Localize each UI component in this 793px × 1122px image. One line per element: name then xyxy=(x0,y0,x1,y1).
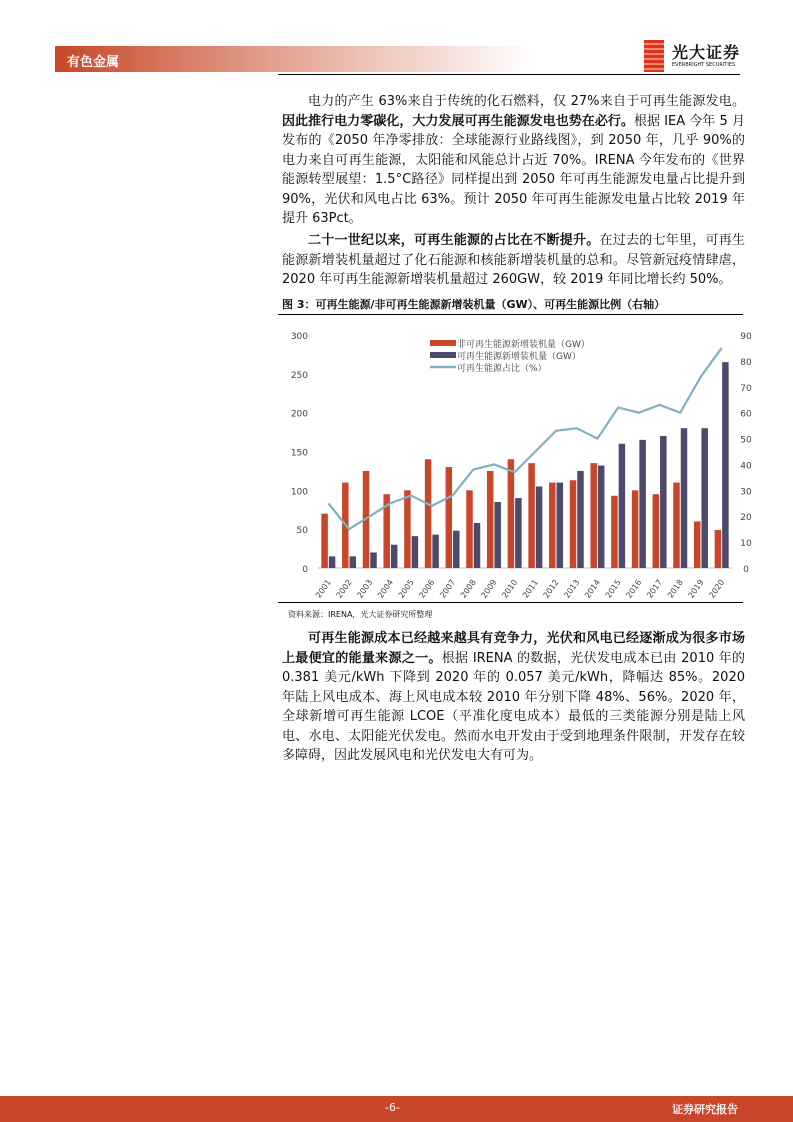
renewable-bar xyxy=(577,471,584,568)
renewable-bar xyxy=(494,502,501,568)
renewable-bar xyxy=(619,444,626,568)
nonrenewable-bar xyxy=(715,530,722,568)
figure-bottom-rule xyxy=(278,602,743,603)
y-tick-label: 300 xyxy=(290,332,308,342)
y2-tick-label: 80 xyxy=(740,357,752,368)
x-tick-label: 2001 xyxy=(313,577,333,600)
nonrenewable-bar xyxy=(508,459,515,568)
renewable-bar xyxy=(474,523,481,568)
nonrenewable-bar xyxy=(487,471,494,568)
y2-tick-label: 90 xyxy=(740,332,752,342)
renewable-bar xyxy=(329,556,336,568)
nonrenewable-bar xyxy=(528,463,535,568)
renewable-bar xyxy=(639,440,646,568)
nonrenewable-bar xyxy=(549,483,556,568)
installed-capacity-chart xyxy=(280,320,760,605)
renewable-bar xyxy=(660,436,667,568)
paragraph-3: 可再生能源成本已经越来越具有竞争力，光伏和风电已经逐渐成为很多市场上最便宜的能量来源之一。根据 IRENA 的数据，光伏发电成本已由 2010 年的 0.381 美元/kWh 下降到 2020 年的 0.057 美元/kWh，降幅达 85%。2020 年陆上风电成本、海上风电成本较 2010 年分别下降 48%、56%。2020 年，全球新增可再生能源 LCOE（平准化度电成本）最低的三类能源分别是陆上风电、水电、太阳能光伏发电。然而水电开发由于受到地理条件限制，开发存在较多障碍，因此发展风电和光伏发电大有可为。 xyxy=(282,631,745,763)
nonrenewable-bar xyxy=(570,480,577,568)
logo-subtext: EVERBRIGHT SECURITIES xyxy=(672,62,736,68)
x-tick-label: 2012 xyxy=(541,577,561,600)
nonrenewable-bar xyxy=(404,490,411,568)
paragraph-1: 电力的产生 63%来自于传统的化石燃料，仅 27%来自于可再生能源发电。因此推行电力零碳化，大力发展可再生能源发电也势在必行。根据 IEA 今年 5 月发布的《2050 年净零排放：全球能源行业路线图》，到 2050 年，几乎 90%的电力来自可再生能源，太阳能和风能总计占近 70%。IRENA 今年发布的《世界能源转型展望：1.5°C路径》同样提出到 2050 年可再生能源发电量占比提升到 90%，光伏和风电占比 63%。预计 2050 年可再生能源发电量占比较 2019 年提升 63Pct。 xyxy=(282,94,745,226)
renewable-bar xyxy=(681,428,688,568)
x-tick-label: 2015 xyxy=(603,577,623,600)
logo-mark-icon xyxy=(644,40,664,72)
legend-label: 可再生能源新增装机量（GW） xyxy=(457,352,581,362)
nonrenewable-bar xyxy=(425,459,432,568)
x-tick-label: 2014 xyxy=(583,577,603,600)
legend-label: 可再生能源占比（%） xyxy=(457,364,547,374)
legend-swatch xyxy=(430,340,456,346)
x-tick-label: 2006 xyxy=(417,577,437,600)
x-tick-label: 2013 xyxy=(562,577,582,600)
renewable-bar xyxy=(557,483,564,568)
y2-tick-label: 40 xyxy=(740,461,752,472)
renewable-bar xyxy=(370,552,377,568)
renewable-bar xyxy=(432,535,439,568)
renewable-bar xyxy=(701,428,708,568)
renewable-bar xyxy=(536,486,543,568)
logo-text: 光大证券 xyxy=(672,43,741,62)
x-tick-label: 2020 xyxy=(707,577,727,600)
renewable-bar xyxy=(598,465,605,568)
x-tick-label: 2002 xyxy=(334,577,354,600)
y-tick-label: 150 xyxy=(290,448,308,459)
header-divider xyxy=(278,74,740,75)
y2-tick-label: 30 xyxy=(740,487,752,498)
nonrenewable-bar xyxy=(590,463,597,568)
y-tick-label: 50 xyxy=(296,526,308,537)
paragraph-2: 二十一世纪以来，可再生能源的占比在不断提升。在过去的七年里，可再生能源新增装机量超过了化石能源和核能新增装机量的总和。尽管新冠疫情肆虐，2020 年可再生能源新增装机量超过 260GW，较 2019 年同比增长约 50%。 xyxy=(282,233,745,287)
y2-tick-label: 50 xyxy=(740,435,752,446)
x-tick-label: 2008 xyxy=(458,577,478,600)
y2-tick-label: 70 xyxy=(740,383,752,394)
x-tick-label: 2005 xyxy=(396,577,416,600)
y-tick-label: 250 xyxy=(290,370,308,381)
nonrenewable-bar xyxy=(321,514,328,568)
nonrenewable-bar xyxy=(653,494,660,568)
footer-label: 证券研究报告 xyxy=(672,1103,738,1116)
y2-tick-label: 60 xyxy=(740,409,752,420)
renewable-bar xyxy=(453,531,460,568)
nonrenewable-bar xyxy=(694,521,701,568)
renewable-bar xyxy=(412,536,419,568)
x-tick-label: 2007 xyxy=(438,577,458,600)
y2-tick-label: 0 xyxy=(743,565,749,575)
nonrenewable-bar xyxy=(446,467,453,568)
x-tick-label: 2019 xyxy=(686,577,706,600)
nonrenewable-bar xyxy=(632,490,639,568)
renewable-bar xyxy=(722,362,729,568)
x-tick-label: 2010 xyxy=(500,577,520,600)
renewable-bar xyxy=(391,545,398,568)
renewable-bar xyxy=(515,498,522,568)
legend-label: 非可再生能源新增装机量（GW） xyxy=(457,340,590,350)
nonrenewable-bar xyxy=(466,490,473,568)
figure-source: 资料来源：IRENA，光大证券研究所整理 xyxy=(288,610,433,619)
x-tick-label: 2009 xyxy=(479,577,499,600)
x-tick-label: 2011 xyxy=(520,577,540,600)
y2-tick-label: 20 xyxy=(740,513,752,524)
x-tick-label: 2016 xyxy=(624,577,644,600)
footer-band xyxy=(0,1096,793,1122)
x-tick-label: 2004 xyxy=(376,577,396,600)
y-tick-label: 100 xyxy=(290,487,308,498)
x-tick-label: 2017 xyxy=(645,577,665,600)
figure-title: 图 3：可再生能源/非可再生能源新增装机量（GW）、可再生能源比例（右轴） xyxy=(282,298,666,311)
section-band xyxy=(55,46,535,72)
renewable-bar xyxy=(350,556,357,568)
everbright-logo xyxy=(644,40,744,72)
figure-top-rule xyxy=(278,314,743,315)
nonrenewable-bar xyxy=(611,496,618,568)
legend-swatch xyxy=(430,352,456,358)
x-tick-label: 2018 xyxy=(665,577,685,600)
y-tick-label: 0 xyxy=(302,565,308,575)
nonrenewable-bar xyxy=(673,483,680,568)
y2-tick-label: 10 xyxy=(740,539,752,550)
x-tick-label: 2003 xyxy=(355,577,375,600)
page-number: -6- xyxy=(385,1101,400,1114)
section-label: 有色金属 xyxy=(67,55,120,70)
y-tick-label: 200 xyxy=(290,409,308,420)
